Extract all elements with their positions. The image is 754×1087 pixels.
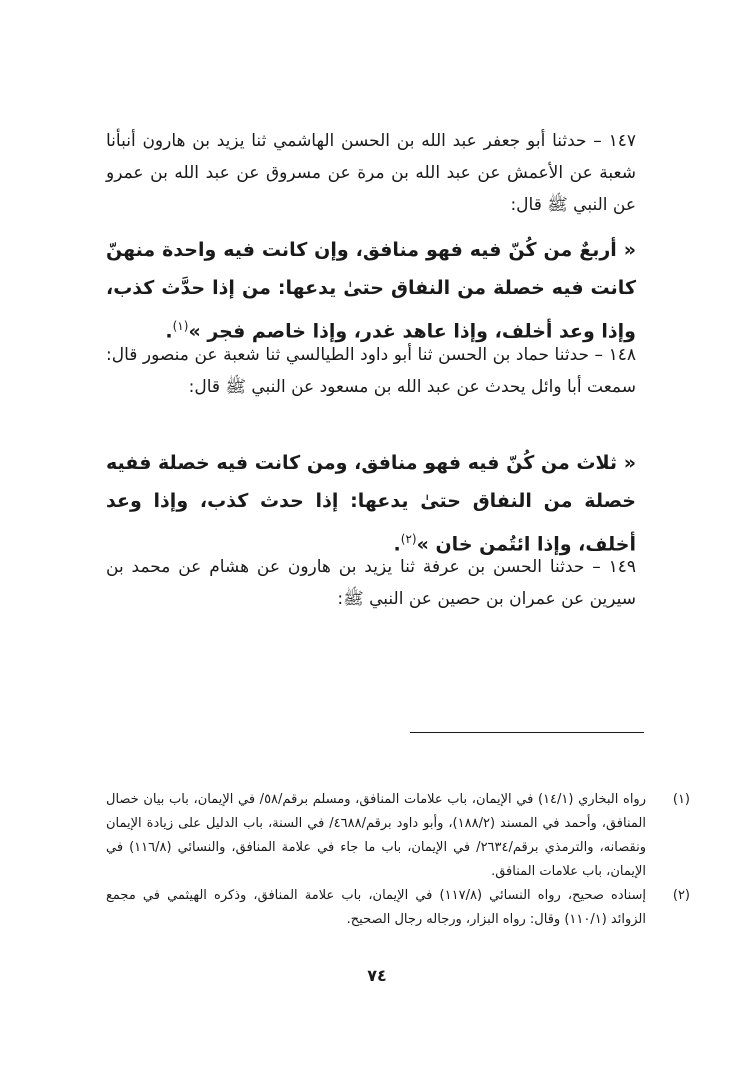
footnotes-section — [106, 788, 690, 932]
hadith-text-147 — [106, 231, 636, 350]
footnote-2 — [106, 884, 690, 932]
narration-147: ١٤٧ – حدثنا أبو جعفر عبد الله بن الحسن الهاشمي ثنا يزيد بن هارون أنبأنا شعبة عن الأعمش عن عبد الله بن مرة عن مسروق عن عبد الله بن عمرو عن النبي ﷺ قال: — [106, 131, 636, 215]
footnote-text: رواه البخاري (١٤/١) في الإيمان، باب علامات المنافق، ومسلم برقم/٥٨/ في الإيمان، باب بيان خصال المنافق، وأحمد في المسند (١٨٨/٢)، وأبو داود برقم/٤٦٨٨/ في السنة، باب الدليل على زيادة الإيمان ونقصانه، والترمذي برقم/٢٦٣٤/ في الإيمان، باب ما جاء في علامة المنافق، والنسائي (١١٦/٨) في الإيمان، باب علامات المنافق. — [106, 792, 647, 879]
hadith-147-body: « أربعٌ من كُنّ فيه فهو منافق، وإن كانت فيه واحدة منهنّ كانت فيه خصلة من النفاق حتىٰ يدعها: من إذا حدَّث كذب، وإذا وعد أخلف، وإذا عاهد غدر، وإذا خاصم فجر » — [106, 239, 636, 343]
hadith-text-148 — [106, 444, 636, 563]
hadith-148-body: « ثلاث من كُنّ فيه فهو منافق، ومن كانت فيه خصلة ففيه خصلة من النفاق حتىٰ يدعها: إذا حدث كذب، وإذا وعد أخلف، وإذا ائتُمن خان » — [106, 452, 636, 556]
narration-149: ١٤٩ – حدثنا الحسن بن عرفة ثنا يزيد بن هارون عن هشام عن محمد بن سيرين عن عمران بن حصين عن النبي ﷺ: — [106, 557, 636, 609]
footnote-text: إسناده صحيح، رواه النسائي (١١٧/٨) في الإيمان، باب علامة المنافق، وذكره الهيثمي في مجمع الزوائد (١١٠/١) وقال: رواه البزار، ورجاله رجال الصحيح. — [106, 888, 647, 927]
footnote-number: (١) — [672, 792, 690, 807]
footnote-marker-1: (١) — [172, 319, 189, 333]
hadith-148-end: . — [393, 533, 401, 556]
hadith-147-end: . — [165, 320, 173, 343]
narration-148: ١٤٨ – حدثنا حماد بن الحسن ثنا أبو داود الطيالسي ثنا شعبة عن منصور قال: سمعت أبا وائل يحدث عن عبد الله بن مسعود عن النبي ﷺ قال: — [106, 345, 636, 397]
footnote-1 — [106, 788, 690, 884]
footnote-marker-2: (٢) — [400, 532, 417, 546]
footnote-divider — [410, 732, 644, 733]
footnote-number: (٢) — [672, 888, 690, 903]
page-number: ٧٤ — [367, 966, 387, 985]
